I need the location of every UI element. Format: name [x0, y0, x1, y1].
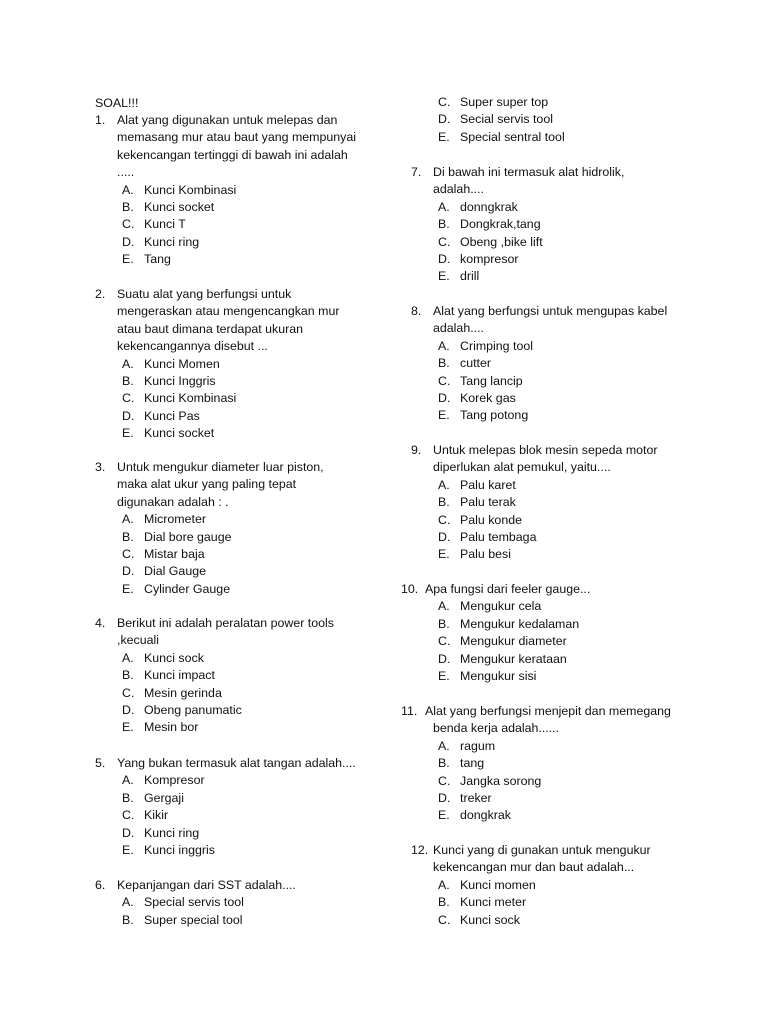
question-text-line: Untuk melepas blok mesin sepeda motor	[433, 443, 658, 457]
option-letter: C.	[122, 217, 135, 232]
option-text: Kunci ring	[144, 825, 200, 840]
answer-option[interactable]	[0, 234, 768, 251]
question-number: 1.	[95, 113, 106, 127]
option-letter: D.	[438, 390, 451, 405]
answer-option[interactable]	[0, 563, 380, 580]
question-text-line: Alat yang berfungsi menjepit dan memegang	[425, 704, 671, 718]
option-text: Kunci sock	[144, 650, 204, 665]
option-letter: B.	[122, 790, 134, 805]
option-text: kompresor	[460, 251, 519, 266]
option-text: Dial bore gauge	[144, 529, 232, 544]
option-letter: D.	[122, 825, 135, 840]
answer-option[interactable]	[0, 129, 768, 146]
question-number: 5.	[95, 756, 106, 770]
option-letter: C.	[438, 373, 451, 388]
option-letter: D.	[122, 702, 135, 717]
question-text-line: kekencangan mur dan baut adalah...	[433, 860, 635, 875]
option-text: Kunci T	[144, 217, 186, 232]
answer-option[interactable]	[0, 894, 768, 911]
option-letter: A.	[122, 773, 134, 788]
question-item	[0, 164, 768, 286]
option-letter: A.	[438, 599, 450, 614]
question-item	[0, 581, 768, 685]
option-letter: E.	[122, 252, 134, 267]
question-text-line: atau baut dimana terdapat ukuran	[117, 321, 303, 336]
answer-option[interactable]	[0, 790, 768, 807]
question-text-line: Untuk mengukur diameter luar piston,	[117, 460, 324, 474]
option-text: Kunci meter	[460, 895, 527, 910]
question-number: 4.	[95, 616, 106, 630]
question-text-line: benda kerja adalah......	[433, 721, 560, 736]
option-letter: E.	[438, 808, 450, 823]
option-letter: A.	[122, 356, 134, 371]
answer-option[interactable]	[0, 668, 768, 685]
option-letter: A.	[438, 477, 450, 492]
option-text: Kikir	[144, 808, 169, 823]
option-letter: A.	[438, 877, 450, 892]
option-letter: B.	[122, 374, 134, 389]
option-letter: E.	[122, 842, 134, 857]
option-letter: D.	[122, 408, 135, 423]
option-letter: C.	[438, 912, 451, 927]
option-text: Tang lancip	[460, 373, 523, 388]
answer-option[interactable]	[0, 355, 768, 372]
answer-option[interactable]	[0, 407, 768, 424]
option-letter: A.	[122, 895, 134, 910]
option-letter: C.	[122, 808, 135, 823]
option-letter: D.	[438, 790, 451, 805]
question-item	[0, 842, 768, 929]
question-text-line: memasang mur atau baut yang mempunyai	[117, 130, 356, 145]
option-letter: B.	[438, 616, 450, 631]
answer-option[interactable]	[0, 251, 768, 268]
answer-option[interactable]	[0, 651, 768, 668]
option-text: Kunci ring	[144, 234, 200, 249]
option-text: Dial Gauge	[144, 564, 206, 579]
question-number: 3.	[95, 460, 106, 474]
option-text: Obeng ,bike lift	[460, 234, 543, 249]
answer-option[interactable]	[0, 199, 768, 216]
option-letter: D.	[438, 251, 451, 266]
option-letter: E.	[438, 547, 450, 562]
option-letter: A.	[438, 338, 450, 353]
option-letter: D.	[438, 651, 451, 666]
question-item	[0, 703, 768, 825]
option-letter: E.	[122, 720, 134, 735]
option-letter: C.	[438, 234, 451, 249]
question-text-line: kekencangannya disebut ...	[117, 339, 268, 354]
option-text: Mengukur kedalaman	[460, 616, 580, 631]
question-number: 2.	[95, 287, 106, 301]
answer-option[interactable]	[0, 633, 768, 650]
answer-option[interactable]	[0, 529, 768, 546]
question-text-line: maka alat ukur yang paling tepat	[117, 477, 297, 492]
option-text: Palu karet	[460, 477, 516, 492]
question-text-line: Alat yang digunakan untuk melepas dan	[117, 113, 338, 127]
question-number: 7.	[411, 165, 422, 179]
question-text-line: Di bawah ini termasuk alat hidrolik,	[433, 165, 625, 179]
answer-option[interactable]	[0, 755, 768, 772]
answer-option[interactable]	[0, 390, 768, 407]
option-text: Mengukur kerataan	[460, 651, 567, 666]
option-text: Mistar baja	[144, 547, 205, 561]
option-letter: A.	[122, 182, 134, 197]
option-text: Kunci Momen	[144, 356, 220, 371]
question-stem	[0, 581, 768, 598]
option-letter: E.	[122, 426, 134, 441]
option-text: Mengukur diameter	[460, 634, 567, 649]
answer-option[interactable]	[0, 912, 768, 929]
option-letter: B.	[438, 495, 450, 510]
option-text: Palu konde	[460, 512, 523, 527]
option-text: Micrometer	[144, 512, 206, 527]
question-stem	[0, 842, 768, 877]
question-item	[0, 442, 768, 564]
answer-option[interactable]	[0, 94, 768, 111]
question-text-line: Kunci yang di gunakan untuk mengukur	[433, 843, 651, 857]
option-text: Obeng panumatic	[144, 702, 242, 717]
answer-option[interactable]	[0, 877, 768, 894]
option-text: Mesin gerinda	[144, 685, 222, 700]
option-text: Cylinder Gauge	[144, 581, 231, 596]
question-text-line: mengeraskan atau mengencangkan mur	[117, 304, 340, 319]
question-number: 9.	[411, 443, 422, 457]
answer-option[interactable]	[0, 425, 380, 442]
question-number: 11.	[401, 704, 418, 718]
question-text-line: Kepanjangan dari SST adalah....	[117, 878, 296, 892]
option-letter: C.	[122, 547, 135, 561]
option-text: Kunci sock	[460, 912, 520, 927]
option-text: drill	[460, 269, 480, 284]
question-text-line: Apa fungsi dari feeler gauge...	[425, 582, 591, 596]
answer-option[interactable]	[0, 598, 768, 615]
option-text: Kunci Inggris	[144, 374, 216, 389]
option-text: Kunci socket	[144, 426, 215, 441]
option-letter: B.	[122, 529, 134, 544]
option-letter: B.	[438, 756, 450, 771]
option-text: treker	[460, 790, 492, 805]
option-text: Tang	[144, 252, 171, 267]
page-heading: SOAL!!!	[95, 96, 139, 110]
option-text: Tang potong	[460, 408, 529, 423]
answer-option[interactable]	[0, 807, 768, 824]
question-stem	[0, 164, 768, 199]
option-letter: D.	[122, 564, 135, 579]
question-number: 8.	[411, 304, 422, 318]
question-number: 12.	[411, 843, 429, 857]
option-letter: B.	[438, 895, 450, 910]
question-text-line: kekencangan tertinggi di bawah ini adalah	[117, 147, 348, 162]
question-text-line: Suatu alat yang berfungsi untuk	[117, 287, 292, 301]
option-letter: C.	[122, 391, 135, 406]
option-text: Palu besi	[460, 547, 511, 562]
option-text: Special servis tool	[144, 895, 244, 910]
option-text: Kunci Pas	[144, 408, 200, 423]
answer-option[interactable]	[0, 338, 768, 355]
answer-option[interactable]	[0, 216, 768, 233]
question-text-line: adalah....	[433, 182, 484, 197]
answer-option[interactable]	[0, 685, 380, 702]
option-text: Mengukur sisi	[460, 668, 537, 683]
option-text: Kunci Kombinasi	[144, 391, 237, 406]
option-letter: C.	[438, 634, 451, 649]
option-text: Kunci impact	[144, 668, 215, 683]
option-text: Kompresor	[144, 773, 205, 788]
answer-option[interactable]	[0, 373, 768, 390]
answer-option[interactable]	[0, 616, 768, 633]
continued-options	[0, 94, 768, 146]
option-letter: B.	[438, 356, 450, 371]
option-text: Mengukur cela	[460, 599, 542, 614]
answer-option[interactable]	[0, 512, 768, 529]
option-text: dongkrak	[460, 808, 511, 823]
question-text-line: adalah....	[433, 321, 484, 336]
option-letter: B.	[122, 912, 134, 927]
question-stem	[0, 703, 768, 738]
option-letter: A.	[438, 738, 450, 753]
option-letter: E.	[438, 408, 450, 423]
option-text: Korek gas	[460, 390, 516, 405]
question-item	[0, 303, 768, 425]
question-text-line: Yang bukan termasuk alat tangan adalah....	[117, 756, 356, 770]
answer-option[interactable]	[0, 773, 768, 790]
question-text-line: diperlukan alat pemukul, yaitu....	[433, 460, 611, 475]
option-text: Kunci Kombinasi	[144, 182, 237, 197]
option-letter: A.	[122, 650, 134, 665]
option-letter: B.	[122, 668, 134, 683]
option-letter: C.	[438, 95, 451, 109]
option-letter: E.	[438, 668, 450, 683]
option-letter: E.	[438, 269, 450, 284]
question-text-line: ,kecuali	[117, 633, 160, 648]
answer-option[interactable]	[0, 494, 768, 511]
option-text: tang	[460, 756, 485, 771]
option-text: Super super top	[460, 95, 549, 109]
answer-option[interactable]	[0, 546, 768, 563]
option-letter: B.	[438, 217, 450, 232]
answer-option[interactable]	[0, 738, 768, 755]
option-text: Gergaji	[144, 790, 184, 805]
option-letter: E.	[122, 581, 134, 596]
question-text-line: digunakan adalah : .	[117, 494, 229, 509]
question-number: 6.	[95, 878, 106, 892]
answer-option[interactable]	[0, 111, 768, 128]
question-text-line: Berikut ini adalah peralatan power tools	[117, 616, 334, 630]
answer-option[interactable]	[0, 268, 768, 285]
option-letter: C.	[438, 512, 451, 527]
option-letter: D.	[438, 529, 451, 544]
question-text-line: .....	[117, 165, 135, 180]
question-text-line: Alat yang berfungsi untuk mengupas kabel	[433, 304, 668, 318]
option-text: Kunci momen	[460, 877, 536, 892]
question-stem	[0, 303, 768, 338]
option-letter: E.	[438, 129, 450, 144]
option-text: Jangka sorong	[460, 773, 542, 788]
option-text: Crimping tool	[460, 338, 533, 353]
option-letter: C.	[438, 773, 451, 788]
option-letter: D.	[438, 112, 451, 127]
option-text: Mesin bor	[144, 720, 199, 735]
option-text: Kunci inggris	[144, 842, 215, 857]
option-text: Kunci socket	[144, 200, 215, 215]
option-text: cutter	[460, 356, 491, 371]
option-text: ragum	[460, 738, 496, 753]
option-text: Dongkrak,tang	[460, 217, 541, 232]
option-letter: B.	[122, 200, 134, 215]
option-letter: A.	[122, 512, 134, 527]
option-text: Special sentral tool	[460, 129, 565, 144]
question-stem	[0, 442, 768, 477]
option-text: donngkrak	[460, 199, 518, 214]
answer-option[interactable]	[0, 477, 768, 494]
option-text: Palu tembaga	[460, 529, 537, 544]
option-letter: C.	[122, 685, 135, 700]
option-letter: D.	[122, 234, 135, 249]
option-text: Palu terak	[460, 495, 516, 510]
option-text: Super special tool	[144, 912, 243, 927]
question-number: 10.	[401, 582, 419, 596]
answer-option[interactable]	[0, 825, 380, 842]
option-letter: A.	[438, 199, 450, 214]
option-text: Secial servis tool	[460, 112, 553, 127]
